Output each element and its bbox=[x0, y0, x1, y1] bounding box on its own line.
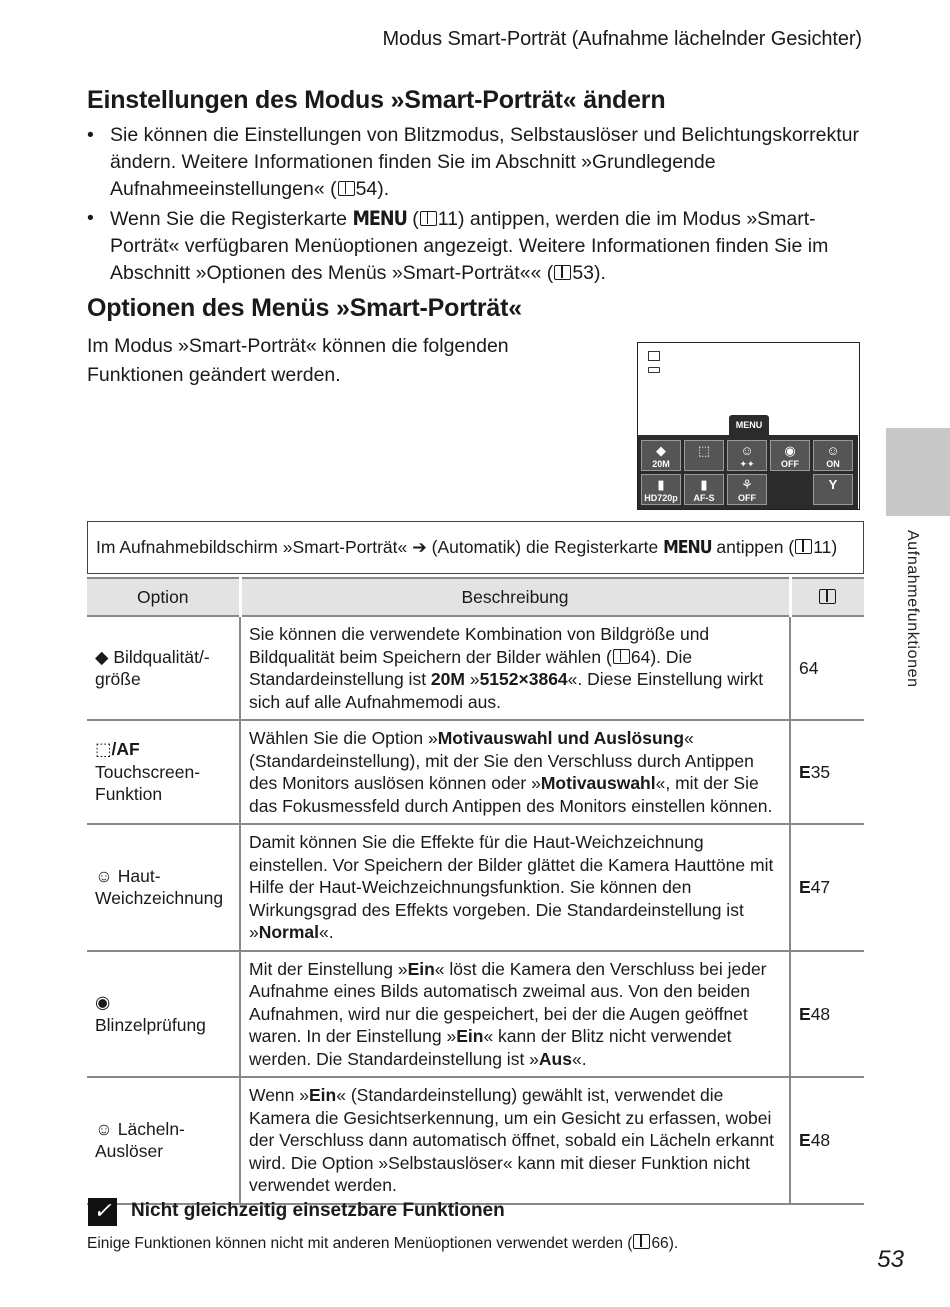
note-title: Nicht gleichzeitig einsetzbare Funktionen bbox=[131, 1200, 505, 1221]
image-quality-icon: ◆ bbox=[95, 646, 109, 667]
description-cell: Damit können Sie die Effekte für die Haut-Weichzeichnung einstellen. Vor Speichern der Bilder glättet die Kamera Hauttöne mit Hilfe der Haut-Weichzeichnungsfunktion. Sie können den Wirkungsgrad des Effekts vorgeben. Die Standardeinstellung ist »Normal«. bbox=[240, 824, 790, 951]
bullet-item: • Sie können die Einstellungen von Blitzmodus, Selbstauslöser und Belichtungskorrektur ändern. Weitere Informationen finden Sie im Abschnitt »Grundlegende Aufnahmeeinstellungen« ( 54). bbox=[87, 122, 867, 203]
page-ref-link[interactable]: 66 bbox=[651, 1235, 669, 1252]
ref-cell[interactable]: 64 bbox=[790, 616, 864, 720]
image-size-icon: 20M bbox=[430, 669, 465, 689]
blink-proof-icon: ◉ bbox=[95, 992, 111, 1013]
running-header: Modus Smart-Porträt (Aufnahme lächelnder Gesichter) bbox=[382, 28, 862, 50]
note-check-icon: ✓ bbox=[88, 1198, 117, 1226]
option-cell: ☺ Lächeln-Auslöser bbox=[87, 1077, 240, 1204]
note-text: Einige Funktionen können nicht mit anderen Menüoptionen verwendet werden ( 66). bbox=[87, 1235, 679, 1252]
book-ref-icon bbox=[420, 211, 437, 226]
reference-section-icon: E bbox=[799, 1130, 811, 1150]
arrow-right-icon: ➔ bbox=[412, 537, 427, 557]
page-ref-link[interactable]: 54 bbox=[355, 178, 378, 200]
setup-wrench-tile: Y bbox=[813, 474, 853, 505]
skin-softening-icon: ☺ bbox=[95, 865, 113, 886]
movie-tile: ▮ HD720p bbox=[641, 474, 681, 505]
menu-tab-icon: MENU bbox=[352, 207, 407, 230]
book-ref-icon bbox=[795, 539, 812, 554]
table-row bbox=[87, 951, 864, 1078]
table-row bbox=[87, 616, 864, 720]
description-cell: Mit der Einstellung »Ein« löst die Kamera den Verschluss bei jeder Aufnahme eines Bilds automatisch zweimal aus. Von den beiden Aufnahmen, wird nur die gespeichert, bei der die Augen geöffnet waren. In der Einstellung »Ein« kann der Blitz nicht verwendet werden. Die Standardeinstellung ist »Aus«. bbox=[240, 951, 790, 1078]
table-row bbox=[87, 1077, 864, 1204]
menu-tab-icon: MENU bbox=[663, 538, 712, 558]
header-option: Option bbox=[87, 578, 240, 616]
options-table bbox=[87, 577, 864, 1205]
ref-cell[interactable]: E47 bbox=[790, 824, 864, 951]
smile-timer-tile: ☺ ON bbox=[813, 440, 853, 471]
touch-shoot-icon: ⬚/AF bbox=[95, 739, 140, 760]
description-cell: Sie können die verwendete Kombination von Bildgröße und Bildqualität beim Speichern der Bilder wählen ( 64). Die Standardeinstellung ist 20M »5152×3864«. Diese Einstellung wirkt sich auf alle Aufnahmemodi aus. bbox=[240, 616, 790, 720]
smile-timer-icon: ☺ bbox=[95, 1118, 113, 1139]
reference-section-icon: E bbox=[799, 1003, 811, 1024]
camera-screen-illustration bbox=[637, 342, 860, 510]
side-chapter-tab bbox=[886, 428, 950, 516]
header-ref bbox=[790, 578, 864, 616]
ref-cell[interactable]: E35 bbox=[790, 720, 864, 824]
reference-section-icon: E bbox=[799, 877, 811, 897]
settings-bullet-list bbox=[87, 122, 867, 289]
ref-cell[interactable]: E48 bbox=[790, 1077, 864, 1204]
menu-panel bbox=[638, 435, 858, 509]
table-row bbox=[87, 720, 864, 824]
page-ref-link[interactable]: 11 bbox=[437, 208, 458, 230]
page-ref-link[interactable]: 53 bbox=[572, 262, 595, 284]
option-cell: ◆ Bildqualität/-größe bbox=[87, 616, 240, 720]
menu-path-box: Im Aufnahmebildschirm »Smart-Porträt« ➔ (Automatik) die Registerkarte MENU antippen ( 11) bbox=[87, 521, 864, 574]
option-cell: ☺ Haut-Weichzeichnung bbox=[87, 824, 240, 951]
description-cell: Wählen Sie die Option »Motivauswahl und Auslösung« (Standardeinstellung), mit der Sie den Verschluss durch Antippen des Monitors auslösen können oder »Motivauswahl«, mit der Sie das Fokusmessfeld durch Antippen des Monitors einstellen können. bbox=[240, 720, 790, 824]
wind-noise-tile: ⚘ OFF bbox=[727, 474, 767, 505]
ref-cell[interactable]: E48 bbox=[790, 951, 864, 1078]
book-ref-icon bbox=[554, 265, 571, 280]
section-heading-settings: Einstellungen des Modus »Smart-Porträt« ändern bbox=[87, 86, 666, 114]
movie-af-tile: ▮ AF-S bbox=[684, 474, 724, 505]
image-quality-tile: ◆ 20M bbox=[641, 440, 681, 471]
option-cell: ◉ Blinzelprüfung bbox=[87, 951, 240, 1078]
book-ref-icon bbox=[613, 649, 630, 664]
reference-section-icon: E bbox=[799, 761, 811, 782]
smile-mode-icon bbox=[648, 351, 660, 361]
skin-softening-tile: ☺ ✦✦ bbox=[727, 440, 767, 471]
table-row bbox=[87, 824, 864, 951]
book-ref-icon bbox=[633, 1234, 650, 1249]
book-ref-icon bbox=[819, 589, 836, 604]
side-chapter-label: Aufnahmefunktionen bbox=[904, 530, 921, 688]
option-cell: ⬚/AF Touchscreen-Funktion bbox=[87, 720, 240, 824]
book-ref-icon bbox=[338, 181, 355, 196]
section-heading-options: Optionen des Menüs »Smart-Porträt« bbox=[87, 294, 522, 322]
table-header-row bbox=[87, 578, 864, 616]
battery-icon bbox=[648, 367, 660, 373]
page-number: 53 bbox=[877, 1246, 904, 1273]
bullet-item: • Wenn Sie die Registerkarte MENU ( 11) antippen, werden die im Modus »Smart-Porträt« verfügbaren Menüoptionen angezeigt. Weitere Informationen finden Sie im Abschnitt »Optionen des Menüs »Smart-Porträt«« ( 53). bbox=[87, 205, 867, 287]
page-ref-link[interactable]: 11 bbox=[813, 537, 832, 557]
blink-proof-tile: ◉ OFF bbox=[770, 440, 810, 471]
description-cell: Wenn »Ein« (Standardeinstellung) gewählt ist, verwendet die Kamera die Gesichtserkennung, um ein Gesicht zu erfassen, wobei der Verschluss dann automatisch öffnet, sobald ein Lächeln erkannt wird. Die Option »Selbstauslöser« kann mit dieser Funktion nicht verwendet werden. bbox=[240, 1077, 790, 1204]
header-description: Beschreibung bbox=[240, 578, 790, 616]
touch-shoot-tile: ⬚ bbox=[684, 440, 724, 471]
intro-paragraph: Im Modus »Smart-Porträt« können die folgenden Funktionen geändert werden. bbox=[87, 335, 509, 386]
menu-tab: MENU bbox=[729, 415, 769, 435]
